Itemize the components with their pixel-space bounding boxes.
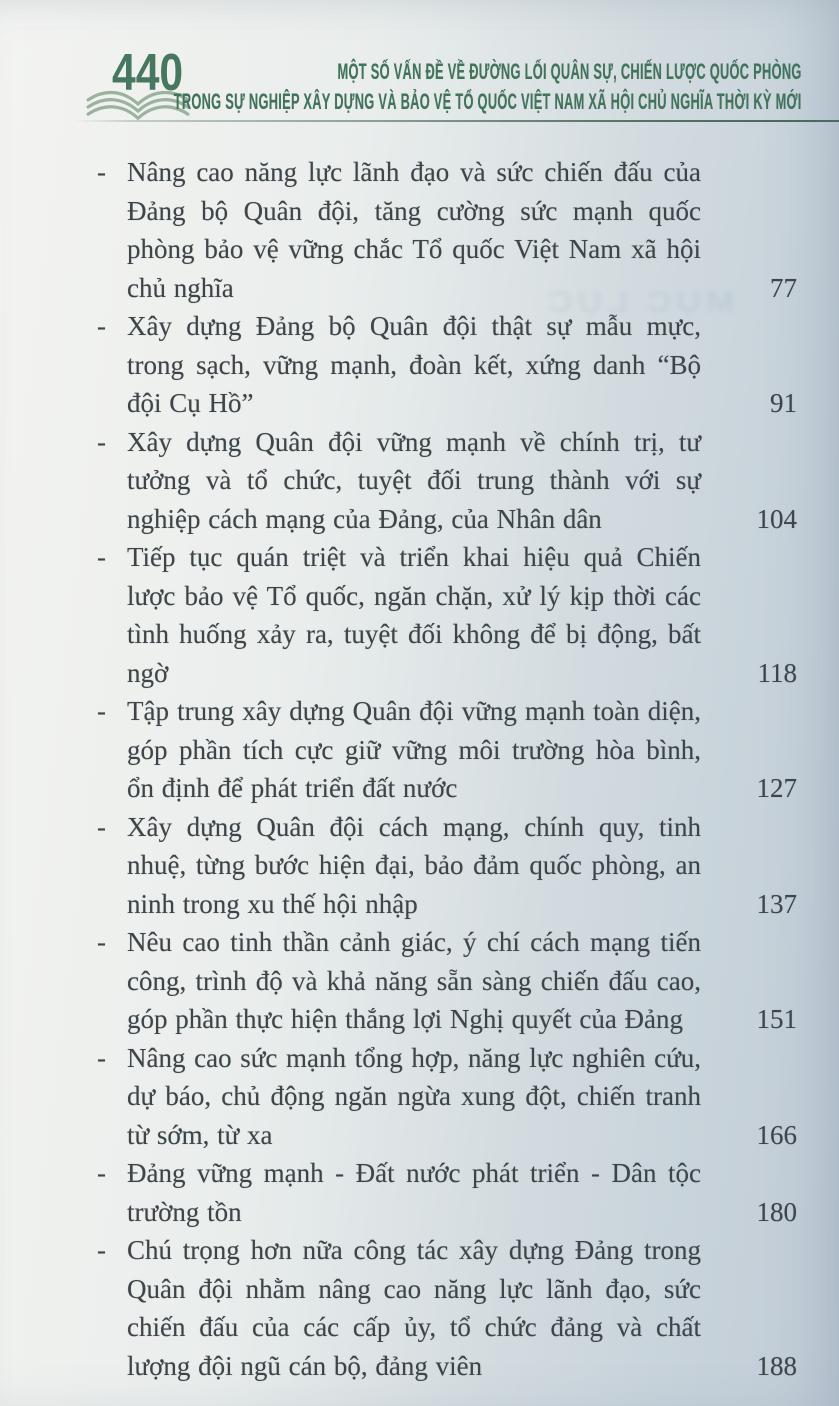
toc-item	[95, 1039, 797, 1155]
toc-item-dash: -	[97, 542, 106, 572]
toc-item-text: Tập trung xây dựng Quân đội vững mạnh toàn diện, góp phần tích cực giữ vững môi trường hòa bình, ổn định để phát triển đất nước	[127, 696, 701, 803]
toc-item	[95, 307, 797, 423]
toc-item-dash: -	[97, 157, 106, 187]
toc-item	[95, 1154, 797, 1231]
header-divider-rule	[72, 120, 839, 122]
running-header-title-line2: TRONG SỰ NGHIỆP XÂY DỰNG VÀ BẢO VỆ TỔ QUỐC VIỆT NAM XÃ HỘI CHỦ NGHĨA THỜI KỲ MỚI	[174, 89, 802, 114]
toc-item-dash: -	[97, 311, 106, 341]
toc-item	[95, 423, 797, 539]
toc-item-text: Nêu cao tinh thần cảnh giác, ý chí cách mạng tiến công, trình độ và khả năng sẵn sàng chiến đấu cao, góp phần thực hiện thắng lợi Nghị quyết của Đảng	[127, 927, 701, 1034]
toc-item-text: Xây dựng Đảng bộ Quân đội thật sự mẫu mực, trong sạch, vững mạnh, đoàn kết, xứng danh “Bộ đội Cụ Hồ”	[127, 311, 701, 418]
page-number: 440	[112, 44, 184, 102]
toc-item-dash: -	[97, 1042, 106, 1073]
toc-item-dash: -	[97, 1158, 106, 1188]
toc-item-text: Nâng cao sức mạnh tổng hợp, năng lực nghiên cứu, dự báo, chủ động ngăn ngừa xung đột, chiến tranh từ sớm, từ xa	[127, 1042, 701, 1150]
toc-item-page-number: 180	[756, 1196, 797, 1227]
toc-item-page-number: 166	[756, 1119, 797, 1150]
toc-item-dash: -	[97, 811, 106, 842]
toc-item	[95, 692, 797, 808]
toc-item-page-number: 188	[756, 1350, 797, 1381]
toc-item-text: Nâng cao năng lực lãnh đạo và sức chiến đấu của Đảng bộ Quân đội, tăng cường sức mạnh quốc phòng bảo vệ vững chắc Tổ quốc Việt Nam xã hội chủ nghĩa	[127, 157, 701, 303]
toc-item	[95, 153, 797, 307]
toc-item-page-number: 118	[757, 657, 797, 688]
toc-item	[95, 923, 797, 1039]
toc-item-page-number: 137	[756, 888, 797, 919]
toc-item	[95, 1231, 797, 1385]
toc-item-text: Đảng vững mạnh - Đất nước phát triển - Dân tộc trường tồn	[127, 1158, 701, 1227]
toc-item-dash: -	[97, 927, 106, 957]
toc-item-dash: -	[97, 1235, 106, 1265]
toc-item-text: Tiếp tục quán triệt và triển khai hiệu quả Chiến lược bảo vệ Tổ quốc, ngăn chặn, xử lý kịp thời các tình huống xảy ra, tuyệt đối không để bị động, bất ngờ	[127, 542, 701, 688]
toc-item-page-number: 127	[756, 773, 797, 803]
running-header	[0, 57, 802, 117]
toc-list	[95, 153, 797, 1385]
toc-item	[95, 538, 797, 692]
toc-item-page-number: 77	[770, 272, 797, 303]
toc-item	[95, 808, 797, 924]
toc-item-page-number: 104	[756, 503, 797, 534]
toc-item-dash: -	[97, 696, 106, 726]
toc-item-text: Xây dựng Quân đội cách mạng, chính quy, tinh nhuệ, từng bước hiện đại, bảo đảm quốc phòng, an ninh trong xu thế hội nhập	[127, 811, 701, 919]
showthrough-text-artifact: MỤC LỤC	[543, 286, 735, 319]
toc-item-dash: -	[97, 426, 106, 457]
toc-item-page-number: 151	[756, 1004, 797, 1034]
toc-item-text: Chú trọng hơn nữa công tác xây dựng Đảng trong Quân đội nhằm nâng cao năng lực lãnh đạo, sức chiến đấu của các cấp ủy, tổ chức đảng và chất lượng đội ngũ cán bộ, đảng viên	[127, 1235, 701, 1381]
running-header-title-line1: MỘT SỐ VẤN ĐỀ VỀ ĐƯỜNG LỐI QUÂN SỰ, CHIẾN LƯỢC QUỐC PHÒNG	[337, 59, 802, 84]
toc-item-page-number: 91	[770, 388, 797, 418]
toc-item-text: Xây dựng Quân đội vững mạnh về chính trị, tư tưởng và tổ chức, tuyệt đối trung thành với sự nghiệp cách mạng của Đảng, của Nhân dân	[127, 426, 701, 534]
